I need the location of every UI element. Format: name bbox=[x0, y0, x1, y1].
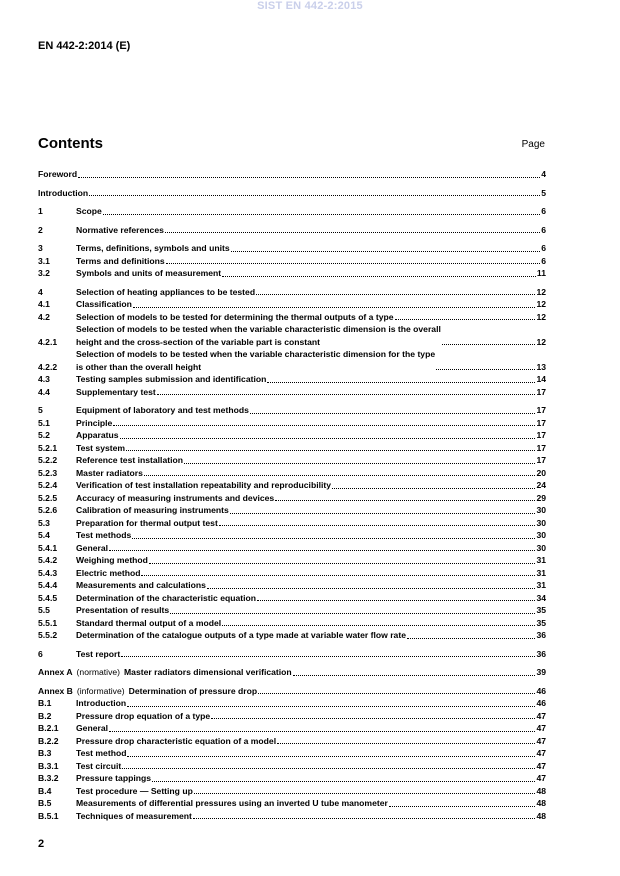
toc-entry-title-wrap bbox=[76, 797, 536, 810]
toc-entry-number: 3.2 bbox=[38, 268, 50, 278]
watermark: SIST EN 442-2:2015 bbox=[257, 0, 363, 12]
toc-dot-leader bbox=[222, 276, 536, 277]
toc-entry-title: Test procedure — Setting up bbox=[76, 785, 193, 796]
toc-entry-page: 6 bbox=[541, 255, 546, 266]
toc-dot-leader bbox=[332, 488, 535, 489]
toc-entry-number: 3 bbox=[38, 243, 43, 253]
toc-entry-page: 31 bbox=[536, 567, 546, 578]
toc-entry[interactable] bbox=[38, 810, 546, 823]
toc-entry-page: 6 bbox=[541, 206, 546, 216]
toc-entry-page: 47 bbox=[536, 748, 546, 758]
toc-dot-leader bbox=[152, 781, 535, 782]
toc-entry-title-wrap bbox=[76, 404, 536, 417]
toc-dot-leader bbox=[89, 195, 540, 196]
toc-entry-number: 4.2 bbox=[38, 311, 50, 322]
toc-entry-page: 31 bbox=[536, 555, 546, 565]
toc-entry-number: 5.4.5 bbox=[38, 592, 58, 603]
toc-dot-leader bbox=[222, 625, 535, 626]
toc-entry[interactable] bbox=[38, 286, 546, 299]
toc-entry-title: Calibration of measuring instruments bbox=[76, 505, 229, 515]
toc-entry-number: 4.2.1 bbox=[38, 336, 58, 347]
toc-dot-leader bbox=[149, 563, 536, 564]
toc-entry-page: 17 bbox=[536, 442, 546, 453]
toc-entry-title: Introduction bbox=[38, 187, 89, 198]
toc-dot-leader bbox=[127, 756, 535, 757]
toc-entry-title-wrap bbox=[38, 187, 541, 200]
toc-entry-page: 29 bbox=[536, 492, 546, 503]
toc-annex-note: (normative) bbox=[76, 667, 121, 677]
toc-entry-title: Selection of models to be tested for determining the thermal outputs of a type bbox=[76, 311, 394, 322]
toc-entry-title-wrap bbox=[38, 685, 536, 698]
toc-entry-title: Master radiators bbox=[76, 467, 143, 478]
toc-entry-number: 5.5.2 bbox=[38, 630, 58, 640]
toc-entry[interactable] bbox=[38, 579, 546, 592]
toc-entry-title-wrap bbox=[38, 168, 541, 181]
toc-entry-number: 5.4 bbox=[38, 530, 50, 540]
toc-entry-title: Reference test installation bbox=[76, 455, 183, 465]
toc-entry[interactable] bbox=[38, 255, 546, 268]
toc-entry-page: 6 bbox=[541, 224, 546, 235]
toc-entry-title-wrap bbox=[76, 255, 541, 268]
toc-entry-title: Terms, definitions, symbols and units bbox=[76, 243, 230, 253]
toc-entry-number: 5.2.2 bbox=[38, 455, 58, 465]
toc-entry-title: Determination of the characteristic equation bbox=[76, 592, 257, 603]
toc-entry[interactable] bbox=[38, 479, 546, 492]
toc-entry-title-wrap bbox=[76, 504, 536, 517]
toc-entry-title: Symbols and units of measurement bbox=[76, 268, 222, 278]
toc-entry[interactable] bbox=[38, 429, 546, 442]
toc-entry-page: 30 bbox=[536, 505, 546, 515]
toc-dot-leader bbox=[122, 768, 535, 769]
toc-entry-title-wrap bbox=[76, 722, 536, 735]
toc-dot-leader bbox=[120, 438, 536, 439]
toc-entry-number: 4.1 bbox=[38, 299, 50, 309]
toc-entry-title: Techniques of measurement bbox=[76, 810, 192, 821]
toc-entry-title: Test circuit bbox=[76, 760, 122, 771]
toc-dot-leader bbox=[141, 575, 535, 576]
toc-entry-title: Electric method bbox=[76, 567, 141, 578]
toc-entry[interactable] bbox=[38, 529, 546, 542]
toc-dot-leader bbox=[442, 344, 536, 345]
toc-entry-title: Measurements and calculations bbox=[76, 580, 206, 590]
toc-entry[interactable] bbox=[38, 722, 546, 735]
toc-entry-title-wrap bbox=[76, 454, 536, 467]
toc-entry-number: B.2.1 bbox=[38, 723, 59, 733]
table-of-contents bbox=[38, 168, 546, 822]
toc-entry[interactable] bbox=[38, 187, 546, 200]
toc-entry-page: 47 bbox=[536, 710, 546, 721]
toc-entry-page: 46 bbox=[536, 698, 546, 708]
toc-entry-title-wrap bbox=[76, 629, 536, 642]
toc-entry-page: 30 bbox=[536, 542, 546, 553]
toc-entry-title: Presentation of results bbox=[76, 605, 170, 615]
toc-dot-leader bbox=[407, 638, 535, 639]
toc-entry[interactable] bbox=[38, 710, 546, 723]
toc-entry-title: Measurements of differential pressures using an inverted U tube manometer bbox=[76, 798, 388, 808]
toc-dot-leader bbox=[132, 538, 535, 539]
toc-dot-leader bbox=[257, 600, 535, 601]
toc-entry-number: 4.4 bbox=[38, 386, 50, 397]
toc-entry[interactable] bbox=[38, 592, 546, 605]
toc-entry[interactable] bbox=[38, 242, 546, 255]
toc-entry-title-wrap bbox=[76, 592, 536, 605]
toc-dot-leader bbox=[194, 793, 536, 794]
toc-entry-number: B.5.1 bbox=[38, 810, 59, 821]
toc-entry-page: 34 bbox=[536, 592, 546, 603]
toc-entry-title: Scope bbox=[76, 206, 102, 216]
toc-dot-leader bbox=[103, 214, 540, 215]
toc-dot-leader bbox=[293, 675, 536, 676]
toc-entry-title: Determination of the catalogue outputs of a type made at variable water flow rate bbox=[76, 630, 406, 640]
toc-dot-leader bbox=[211, 718, 535, 719]
toc-dot-leader bbox=[126, 450, 535, 451]
toc-entry-title-wrap bbox=[76, 554, 536, 567]
toc-entry-number: B.3.2 bbox=[38, 773, 59, 783]
toc-annex-label: Annex B bbox=[38, 685, 73, 696]
toc-dot-leader bbox=[166, 263, 541, 264]
toc-entry-title-wrap bbox=[76, 298, 536, 311]
toc-dot-leader bbox=[157, 394, 536, 395]
toc-entry-page: 5 bbox=[541, 187, 546, 198]
toc-entry[interactable] bbox=[38, 760, 546, 773]
toc-dot-leader bbox=[165, 232, 540, 233]
toc-entry[interactable] bbox=[38, 348, 546, 373]
toc-dot-leader bbox=[275, 500, 535, 501]
toc-dot-leader bbox=[121, 656, 535, 657]
toc-entry[interactable] bbox=[38, 467, 546, 480]
toc-entry-number: 5.2.1 bbox=[38, 442, 58, 453]
toc-entry-number: 5.4.2 bbox=[38, 555, 58, 565]
toc-entry[interactable] bbox=[38, 224, 546, 237]
toc-entry-title: Master radiators dimensional verification bbox=[124, 667, 292, 677]
toc-entry-number: 5.2.4 bbox=[38, 480, 58, 490]
toc-entry-title-wrap bbox=[76, 529, 536, 542]
toc-entry-title-wrap bbox=[76, 373, 536, 386]
toc-entry[interactable] bbox=[38, 205, 546, 218]
toc-dot-leader bbox=[144, 475, 536, 476]
toc-entry-title-wrap bbox=[76, 492, 536, 505]
toc-entry-number: 5.5 bbox=[38, 605, 50, 615]
toc-entry-title-wrap bbox=[76, 286, 536, 299]
toc-entry[interactable] bbox=[38, 373, 546, 386]
toc-entry[interactable] bbox=[38, 666, 546, 679]
toc-entry-page: 24 bbox=[536, 480, 546, 490]
toc-entry-title-wrap bbox=[76, 205, 541, 218]
toc-entry[interactable] bbox=[38, 386, 546, 399]
toc-dot-leader bbox=[230, 513, 536, 514]
toc-entry[interactable] bbox=[38, 567, 546, 580]
toc-entry[interactable] bbox=[38, 797, 546, 810]
toc-entry-page: 17 bbox=[536, 455, 546, 465]
toc-entry-title-wrap bbox=[76, 772, 536, 785]
toc-entry-title-wrap bbox=[76, 542, 536, 555]
toc-entry-title-wrap bbox=[76, 429, 536, 442]
toc-entry-number: 5.2.3 bbox=[38, 467, 58, 478]
toc-entry-title: Foreword bbox=[38, 169, 78, 179]
toc-entry[interactable] bbox=[38, 454, 546, 467]
toc-entry-page: 30 bbox=[536, 530, 546, 540]
toc-dot-leader bbox=[207, 588, 536, 589]
toc-entry[interactable] bbox=[38, 298, 546, 311]
toc-entry-number: 5.4.1 bbox=[38, 542, 58, 553]
toc-entry-page: 48 bbox=[536, 798, 546, 808]
toc-entry-title-wrap bbox=[76, 323, 536, 348]
toc-entry-number: B.2 bbox=[38, 710, 52, 721]
toc-annex-label: Annex A bbox=[38, 667, 73, 677]
toc-entry[interactable] bbox=[38, 629, 546, 642]
toc-entry[interactable] bbox=[38, 785, 546, 798]
toc-entry-title-wrap bbox=[76, 311, 536, 324]
toc-entry-title-wrap bbox=[76, 267, 537, 280]
toc-entry-title-wrap bbox=[76, 604, 536, 617]
toc-entry-page: 46 bbox=[536, 685, 546, 696]
toc-entry[interactable] bbox=[38, 735, 546, 748]
toc-entry-title: Testing samples submission and identification bbox=[76, 374, 267, 384]
toc-entry-title-wrap bbox=[76, 467, 536, 480]
toc-entry-title-wrap bbox=[76, 479, 536, 492]
page-number: 2 bbox=[38, 838, 45, 850]
toc-entry-page: 39 bbox=[536, 667, 546, 677]
toc-entry-number: 5 bbox=[38, 405, 43, 415]
toc-dot-leader bbox=[127, 706, 535, 707]
toc-entry-number: 4.2.2 bbox=[38, 361, 58, 372]
toc-entry-page: 47 bbox=[536, 760, 546, 771]
toc-entry-title: Selection of models to be tested when the variable characteristic dimension for the type is other than the overall height bbox=[76, 349, 436, 372]
toc-entry[interactable] bbox=[38, 492, 546, 505]
toc-dot-leader bbox=[133, 307, 536, 308]
toc-entry-title: Supplementary test bbox=[76, 386, 156, 397]
toc-entry-page: 17 bbox=[536, 430, 546, 440]
toc-entry-number: 5.2.5 bbox=[38, 492, 58, 503]
toc-entry-page: 35 bbox=[536, 605, 546, 615]
toc-entry[interactable] bbox=[38, 517, 546, 530]
toc-entry-title-wrap bbox=[76, 242, 541, 255]
toc-entry[interactable] bbox=[38, 442, 546, 455]
toc-entry-page: 47 bbox=[536, 723, 546, 733]
toc-entry[interactable] bbox=[38, 417, 546, 430]
toc-entry[interactable] bbox=[38, 267, 546, 280]
toc-entry-title: Pressure drop characteristic equation of a model bbox=[76, 735, 277, 746]
toc-entry-page: 36 bbox=[536, 630, 546, 640]
toc-entry-title-wrap bbox=[76, 697, 536, 710]
toc-entry-page: 20 bbox=[536, 467, 546, 478]
contents-title: Contents bbox=[38, 135, 103, 152]
toc-entry[interactable] bbox=[38, 604, 546, 617]
toc-dot-leader bbox=[78, 177, 540, 178]
toc-entry-title: General bbox=[76, 723, 109, 733]
toc-dot-leader bbox=[395, 319, 536, 320]
toc-entry-title: Selection of heating appliances to be tested bbox=[76, 286, 256, 297]
toc-entry-number: B.3 bbox=[38, 748, 52, 758]
toc-entry-title: Apparatus bbox=[76, 430, 119, 440]
toc-entry-page: 17 bbox=[536, 417, 546, 428]
toc-dot-leader bbox=[113, 425, 535, 426]
toc-entry-page: 48 bbox=[536, 785, 546, 796]
toc-entry-title: General bbox=[76, 542, 109, 553]
toc-entry-number: 5.3 bbox=[38, 517, 50, 528]
toc-entry-page: 13 bbox=[536, 361, 546, 372]
toc-entry-number: 5.4.4 bbox=[38, 580, 58, 590]
toc-entry[interactable] bbox=[38, 311, 546, 324]
toc-entry-title: Terms and definitions bbox=[76, 255, 165, 266]
toc-entry-page: 4 bbox=[541, 169, 546, 179]
page-column-label: Page bbox=[521, 139, 545, 150]
toc-dot-leader bbox=[193, 818, 536, 819]
toc-entry[interactable] bbox=[38, 504, 546, 517]
toc-entry-title: Verification of test installation repeatability and reproducibility bbox=[76, 480, 331, 490]
toc-entry-page: 48 bbox=[536, 810, 546, 821]
toc-entry[interactable] bbox=[38, 747, 546, 760]
toc-entry-page: 30 bbox=[536, 517, 546, 528]
toc-entry-page: 12 bbox=[536, 311, 546, 322]
toc-dot-leader bbox=[231, 251, 541, 252]
toc-entry[interactable] bbox=[38, 617, 546, 630]
toc-entry[interactable] bbox=[38, 168, 546, 181]
toc-entry-page: 14 bbox=[536, 374, 546, 384]
toc-dot-leader bbox=[277, 743, 535, 744]
toc-entry-title-wrap bbox=[76, 710, 536, 723]
toc-entry-page: 47 bbox=[536, 773, 546, 783]
toc-entry-title-wrap bbox=[76, 760, 536, 773]
toc-entry-number: 2 bbox=[38, 224, 43, 235]
toc-entry-number: 6 bbox=[38, 648, 43, 659]
toc-entry-number: 4.3 bbox=[38, 374, 50, 384]
toc-entry-title-wrap bbox=[76, 386, 536, 399]
toc-entry-title: Selection of models to be tested when the variable characteristic dimension is the overall height and the cross-section of the variable part is constant bbox=[76, 324, 441, 347]
toc-entry-title-wrap bbox=[76, 785, 536, 798]
toc-entry-title-wrap bbox=[76, 517, 536, 530]
toc-entry-number: B.5 bbox=[38, 798, 52, 808]
toc-entry-title-wrap bbox=[76, 747, 536, 760]
toc-dot-leader bbox=[256, 294, 535, 295]
toc-entry-title: Principle bbox=[76, 417, 113, 428]
toc-entry-title-wrap bbox=[76, 648, 536, 661]
toc-entry-page: 47 bbox=[536, 735, 546, 746]
toc-dot-leader bbox=[219, 525, 536, 526]
document-id: EN 442-2:2014 (E) bbox=[38, 40, 131, 52]
toc-entry-title: Test system bbox=[76, 442, 126, 453]
toc-entry-title-wrap bbox=[76, 617, 536, 630]
toc-dot-leader bbox=[184, 463, 535, 464]
toc-entry[interactable] bbox=[38, 542, 546, 555]
toc-entry-number: 5.4.3 bbox=[38, 567, 58, 578]
toc-entry-page: 31 bbox=[536, 580, 546, 590]
toc-entry-title: Introduction bbox=[76, 698, 127, 708]
toc-entry-title-wrap bbox=[76, 810, 536, 823]
toc-entry-page: 12 bbox=[536, 336, 546, 347]
toc-entry[interactable] bbox=[38, 697, 546, 710]
toc-entry-page: 35 bbox=[536, 617, 546, 628]
toc-entry-number: 5.5.1 bbox=[38, 617, 58, 628]
toc-entry-number: 5.2.6 bbox=[38, 505, 58, 515]
toc-entry-number: B.2.2 bbox=[38, 735, 59, 746]
toc-entry-title: Test report bbox=[76, 648, 121, 659]
toc-entry-number: B.4 bbox=[38, 785, 52, 796]
toc-entry-page: 12 bbox=[536, 299, 546, 309]
toc-dot-leader bbox=[258, 693, 535, 694]
toc-entry-number: 5.1 bbox=[38, 417, 50, 428]
toc-entry[interactable] bbox=[38, 404, 546, 417]
toc-dot-leader bbox=[170, 613, 535, 614]
toc-entry[interactable] bbox=[38, 554, 546, 567]
toc-dot-leader bbox=[250, 413, 536, 414]
toc-dot-leader bbox=[109, 550, 535, 551]
toc-entry-title: Pressure drop equation of a type bbox=[76, 710, 211, 721]
toc-entry-title-wrap bbox=[76, 442, 536, 455]
toc-entry-title: Preparation for thermal output test bbox=[76, 517, 218, 528]
toc-dot-leader bbox=[389, 806, 536, 807]
toc-entry-title-wrap bbox=[76, 735, 536, 748]
toc-entry[interactable] bbox=[38, 685, 546, 698]
toc-entry-title: Standard thermal output of a model bbox=[76, 617, 222, 628]
toc-entry-number: 1 bbox=[38, 206, 43, 216]
toc-entry-page: 17 bbox=[536, 386, 546, 397]
toc-entry-title-wrap bbox=[76, 348, 536, 373]
toc-entry-number: 4 bbox=[38, 286, 43, 297]
toc-entry-number: B.1 bbox=[38, 698, 52, 708]
toc-entry-page: 36 bbox=[536, 648, 546, 659]
toc-entry-title: Equipment of laboratory and test methods bbox=[76, 405, 249, 415]
toc-entry-page: 12 bbox=[536, 286, 546, 297]
toc-entry-title-wrap bbox=[76, 417, 536, 430]
toc-entry-page: 17 bbox=[536, 405, 546, 415]
toc-entry-title: Test methods bbox=[76, 530, 132, 540]
toc-entry-title: Classification bbox=[76, 299, 132, 309]
toc-entry-page: 11 bbox=[536, 268, 546, 278]
toc-entry-title: Normative references bbox=[76, 224, 164, 235]
toc-entry-title: Determination of pressure drop bbox=[128, 685, 258, 696]
toc-entry-number: 5.2 bbox=[38, 430, 50, 440]
toc-entry-title: Accuracy of measuring instruments and devices bbox=[76, 492, 275, 503]
toc-entry-title-wrap bbox=[38, 666, 536, 679]
toc-entry-title: Pressure tappings bbox=[76, 773, 151, 783]
toc-entry-title: Weighing method bbox=[76, 555, 148, 565]
toc-entry-number: 3.1 bbox=[38, 255, 50, 266]
toc-entry[interactable] bbox=[38, 648, 546, 661]
toc-dot-leader bbox=[267, 382, 535, 383]
toc-annex-note: (informative) bbox=[76, 685, 125, 696]
toc-entry-title: Test method bbox=[76, 748, 127, 758]
toc-entry-number: B.3.1 bbox=[38, 760, 59, 771]
toc-entry[interactable] bbox=[38, 772, 546, 785]
toc-entry[interactable] bbox=[38, 323, 546, 348]
toc-entry-page: 6 bbox=[541, 243, 546, 253]
toc-entry-title-wrap bbox=[76, 579, 536, 592]
toc-dot-leader bbox=[436, 369, 535, 370]
toc-dot-leader bbox=[109, 731, 535, 732]
toc-entry-title-wrap bbox=[76, 567, 536, 580]
toc-entry-title-wrap bbox=[76, 224, 541, 237]
